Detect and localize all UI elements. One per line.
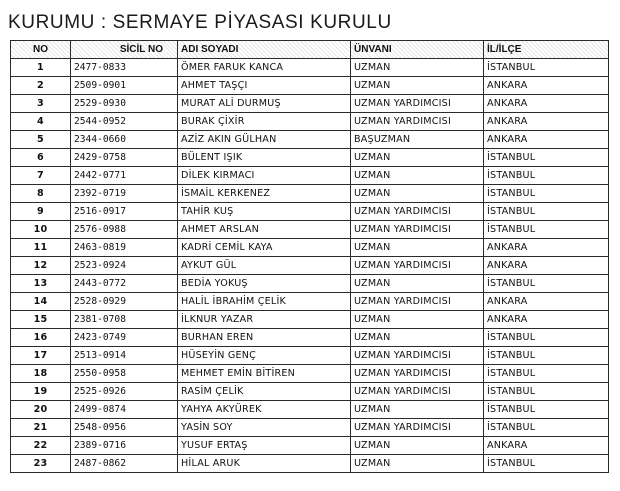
row-number-cell: 16 (11, 329, 71, 347)
table-row (11, 347, 609, 365)
sicil-no-cell: 2429-0758 (71, 149, 178, 167)
sicil-no-cell: 2548-0956 (71, 419, 178, 437)
table-row (11, 95, 609, 113)
unvani-cell: UZMAN (351, 149, 484, 167)
row-number-cell: 9 (11, 203, 71, 221)
il-ilce-cell: İSTANBUL (484, 203, 609, 221)
il-ilce-cell: ANKARA (484, 239, 609, 257)
adi-soyadi-cell: AYKUT GÜL (178, 257, 351, 275)
il-ilce-cell: ANKARA (484, 95, 609, 113)
unvani-cell: UZMAN (351, 167, 484, 185)
sicil-no-cell: 2392-0719 (71, 185, 178, 203)
table-row (11, 419, 609, 437)
adi-soyadi-cell: MEHMET EMİN BİTİREN (178, 365, 351, 383)
table-row (11, 113, 609, 131)
adi-soyadi-cell: MURAT ALİ DURMUŞ (178, 95, 351, 113)
header-adi-soyadi: ADI SOYADI (178, 41, 351, 59)
row-number-cell: 7 (11, 167, 71, 185)
row-number-cell: 4 (11, 113, 71, 131)
row-number-cell: 15 (11, 311, 71, 329)
adi-soyadi-cell: HALİL İBRAHİM ÇELİK (178, 293, 351, 311)
il-ilce-cell: İSTANBUL (484, 167, 609, 185)
adi-soyadi-cell: TAHİR KUŞ (178, 203, 351, 221)
sicil-no-cell: 2499-0874 (71, 401, 178, 419)
adi-soyadi-cell: AHMET TAŞÇI (178, 77, 351, 95)
il-ilce-cell: İSTANBUL (484, 383, 609, 401)
table-row (11, 401, 609, 419)
il-ilce-cell: ANKARA (484, 311, 609, 329)
adi-soyadi-cell: YASİN SOY (178, 419, 351, 437)
adi-soyadi-cell: AZİZ AKIN GÜLHAN (178, 131, 351, 149)
sicil-no-cell: 2423-0749 (71, 329, 178, 347)
unvani-cell: UZMAN (351, 437, 484, 455)
table-row (11, 131, 609, 149)
unvani-cell: UZMAN YARDIMCISI (351, 365, 484, 383)
row-number-cell: 5 (11, 131, 71, 149)
unvani-cell: UZMAN YARDIMCISI (351, 257, 484, 275)
row-number-cell: 23 (11, 455, 71, 473)
unvani-cell: UZMAN YARDIMCISI (351, 293, 484, 311)
unvani-cell: UZMAN (351, 59, 484, 77)
sicil-no-cell: 2381-0708 (71, 311, 178, 329)
row-number-cell: 18 (11, 365, 71, 383)
unvani-cell: UZMAN YARDIMCISI (351, 95, 484, 113)
il-ilce-cell: İSTANBUL (484, 329, 609, 347)
sicil-no-cell: 2487-0862 (71, 455, 178, 473)
unvani-cell: UZMAN YARDIMCISI (351, 113, 484, 131)
table-row (11, 293, 609, 311)
sicil-no-cell: 2509-0901 (71, 77, 178, 95)
unvani-cell: UZMAN (351, 185, 484, 203)
il-ilce-cell: ANKARA (484, 131, 609, 149)
unvani-cell: UZMAN (351, 311, 484, 329)
row-number-cell: 22 (11, 437, 71, 455)
unvani-cell: UZMAN YARDIMCISI (351, 419, 484, 437)
sicil-no-cell: 2442-0771 (71, 167, 178, 185)
il-ilce-cell: İSTANBUL (484, 221, 609, 239)
adi-soyadi-cell: İSMAİL KERKENEZ (178, 185, 351, 203)
il-ilce-cell: ANKARA (484, 113, 609, 131)
adi-soyadi-cell: İLKNUR YAZAR (178, 311, 351, 329)
row-number-cell: 3 (11, 95, 71, 113)
table-header-row (11, 41, 609, 59)
il-ilce-cell: İSTANBUL (484, 455, 609, 473)
sicil-no-cell: 2344-0660 (71, 131, 178, 149)
table-row (11, 149, 609, 167)
sicil-no-cell: 2528-0929 (71, 293, 178, 311)
adi-soyadi-cell: BEDİA YOKUŞ (178, 275, 351, 293)
adi-soyadi-cell: YAHYA AKYÜREK (178, 401, 351, 419)
table-row (11, 329, 609, 347)
table-row (11, 437, 609, 455)
il-ilce-cell: İSTANBUL (484, 401, 609, 419)
header-il-ilce: İL/İLÇE (484, 41, 609, 59)
unvani-cell: UZMAN (351, 401, 484, 419)
table-row (11, 77, 609, 95)
row-number-cell: 10 (11, 221, 71, 239)
adi-soyadi-cell: YUSUF ERTAŞ (178, 437, 351, 455)
sicil-no-cell: 2477-0833 (71, 59, 178, 77)
row-number-cell: 14 (11, 293, 71, 311)
header-no: NO (11, 41, 71, 59)
sicil-no-cell: 2544-0952 (71, 113, 178, 131)
adi-soyadi-cell: DİLEK KIRMACI (178, 167, 351, 185)
table-row (11, 221, 609, 239)
sicil-no-cell: 2525-0926 (71, 383, 178, 401)
il-ilce-cell: İSTANBUL (484, 59, 609, 77)
sicil-no-cell: 2529-0930 (71, 95, 178, 113)
row-number-cell: 20 (11, 401, 71, 419)
table-row (11, 185, 609, 203)
adi-soyadi-cell: HÜSEYİN GENÇ (178, 347, 351, 365)
il-ilce-cell: İSTANBUL (484, 275, 609, 293)
unvani-cell: UZMAN (351, 239, 484, 257)
row-number-cell: 8 (11, 185, 71, 203)
il-ilce-cell: ANKARA (484, 293, 609, 311)
table-row (11, 257, 609, 275)
table-row (11, 311, 609, 329)
adi-soyadi-cell: ÖMER FARUK KANCA (178, 59, 351, 77)
row-number-cell: 1 (11, 59, 71, 77)
table-row (11, 275, 609, 293)
sicil-no-cell: 2389-0716 (71, 437, 178, 455)
unvani-cell: UZMAN YARDIMCISI (351, 203, 484, 221)
adi-soyadi-cell: BURHAN EREN (178, 329, 351, 347)
sicil-no-cell: 2550-0958 (71, 365, 178, 383)
adi-soyadi-cell: BÜLENT IŞIK (178, 149, 351, 167)
table-row (11, 455, 609, 473)
row-number-cell: 21 (11, 419, 71, 437)
row-number-cell: 6 (11, 149, 71, 167)
il-ilce-cell: ANKARA (484, 77, 609, 95)
row-number-cell: 13 (11, 275, 71, 293)
il-ilce-cell: ANKARA (484, 437, 609, 455)
row-number-cell: 2 (11, 77, 71, 95)
il-ilce-cell: İSTANBUL (484, 185, 609, 203)
row-number-cell: 19 (11, 383, 71, 401)
personnel-table (10, 40, 609, 473)
il-ilce-cell: İSTANBUL (484, 365, 609, 383)
table-row (11, 239, 609, 257)
header-sicil-no: SİCİL NO (71, 41, 178, 59)
il-ilce-cell: ANKARA (484, 257, 609, 275)
unvani-cell: UZMAN (351, 275, 484, 293)
il-ilce-cell: İSTANBUL (484, 347, 609, 365)
adi-soyadi-cell: HİLAL ARUK (178, 455, 351, 473)
sicil-no-cell: 2516-0917 (71, 203, 178, 221)
sicil-no-cell: 2463-0819 (71, 239, 178, 257)
table-row (11, 167, 609, 185)
unvani-cell: UZMAN YARDIMCISI (351, 383, 484, 401)
adi-soyadi-cell: AHMET ARSLAN (178, 221, 351, 239)
unvani-cell: BAŞUZMAN (351, 131, 484, 149)
page-title: KURUMU : SERMAYE PİYASASI KURULU (8, 12, 392, 33)
sicil-no-cell: 2576-0988 (71, 221, 178, 239)
unvani-cell: UZMAN (351, 455, 484, 473)
sicil-no-cell: 2513-0914 (71, 347, 178, 365)
unvani-cell: UZMAN (351, 329, 484, 347)
adi-soyadi-cell: RASİM ÇELİK (178, 383, 351, 401)
unvani-cell: UZMAN (351, 77, 484, 95)
table-row (11, 365, 609, 383)
adi-soyadi-cell: KADRİ CEMİL KAYA (178, 239, 351, 257)
adi-soyadi-cell: BURAK ÇİXİR (178, 113, 351, 131)
sicil-no-cell: 2443-0772 (71, 275, 178, 293)
table-row (11, 59, 609, 77)
header-unvani: ÜNVANI (351, 41, 484, 59)
il-ilce-cell: İSTANBUL (484, 149, 609, 167)
row-number-cell: 11 (11, 239, 71, 257)
unvani-cell: UZMAN YARDIMCISI (351, 221, 484, 239)
sicil-no-cell: 2523-0924 (71, 257, 178, 275)
table-row (11, 203, 609, 221)
row-number-cell: 12 (11, 257, 71, 275)
table-row (11, 383, 609, 401)
unvani-cell: UZMAN YARDIMCISI (351, 347, 484, 365)
row-number-cell: 17 (11, 347, 71, 365)
il-ilce-cell: İSTANBUL (484, 419, 609, 437)
